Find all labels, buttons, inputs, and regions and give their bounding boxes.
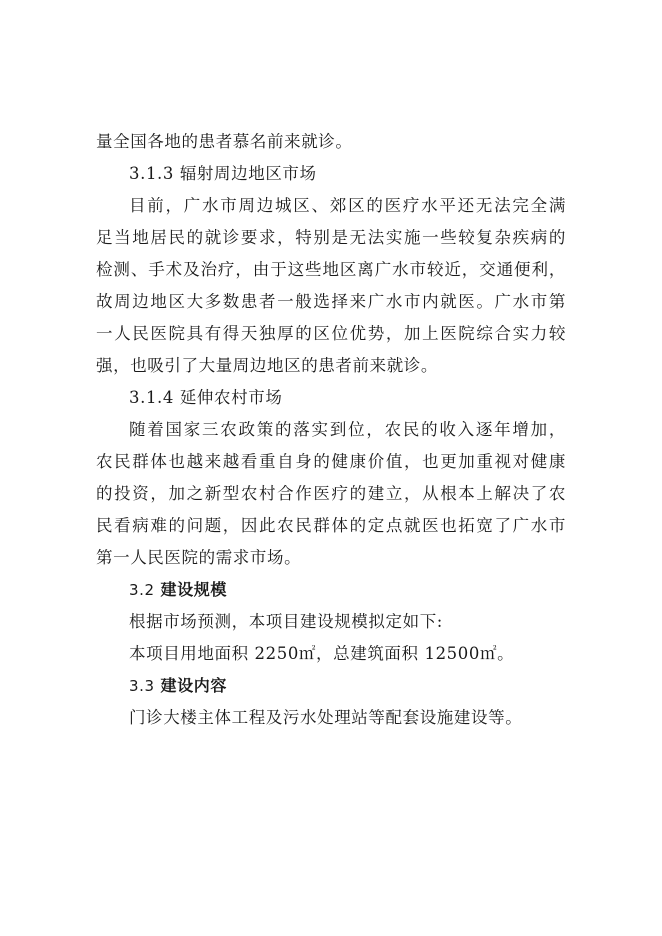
paragraph-line: 强，也吸引了大量周边地区的患者前来就诊。 (96, 356, 438, 375)
subsection-heading-3-1-4: 3.1.4 延伸农村市场 (129, 388, 283, 407)
paragraph-line: 农民群体也越来越看重自身的健康价值，也更加重视对健康 (96, 452, 566, 471)
section-heading-3-3 (96, 670, 566, 702)
paragraph-line: 根据市场预测，本项目建设规模拟定如下: (129, 612, 443, 631)
paragraph-line: 门诊大楼主体工程及污水处理站等配套设施建设等。 (129, 708, 523, 727)
section-title: 建设内容 (160, 676, 227, 695)
section-number: 3.2 (129, 581, 155, 599)
paragraph-line: 第一人民医院的需求市场。 (96, 548, 302, 567)
subsection-heading-3-1-3: 3.1.3 辐射周边地区市场 (129, 164, 317, 183)
section-heading-3-2 (96, 574, 566, 606)
paragraph-line: 检测、手术及治疗，由于这些地区离广水市较近，交通便利， (96, 260, 566, 279)
paragraph-line: 的投资，加之新型农村合作医疗的建立，从根本上解决了农 (96, 484, 566, 503)
paragraph-line: 故周边地区大多数患者一般选择来广水市内就医。广水市第 (96, 292, 566, 311)
paragraph-line: 随着国家三农政策的落实到位，农民的收入逐年增加， (129, 420, 566, 439)
paragraph-line: 足当地居民的就诊要求，特别是无法实施一些较复杂疾病的 (96, 228, 566, 247)
section-number: 3.3 (129, 677, 155, 695)
paragraph-line: 量全国各地的患者慕名前来就诊。 (96, 132, 353, 151)
document-page (96, 126, 566, 734)
paragraph-line: 民看病难的问题，因此农民群体的定点就医也拓宽了广水市 (96, 516, 566, 535)
paragraph-line: 本项目用地面积 2250㎡，总建筑面积 12500㎡。 (129, 644, 515, 663)
paragraph-line: 目前，广水市周边城区、郊区的医疗水平还无法完全满 (129, 196, 566, 215)
section-title: 建设规模 (160, 580, 227, 599)
paragraph-line: 一人民医院具有得天独厚的区位优势，加上医院综合实力较 (96, 324, 566, 343)
